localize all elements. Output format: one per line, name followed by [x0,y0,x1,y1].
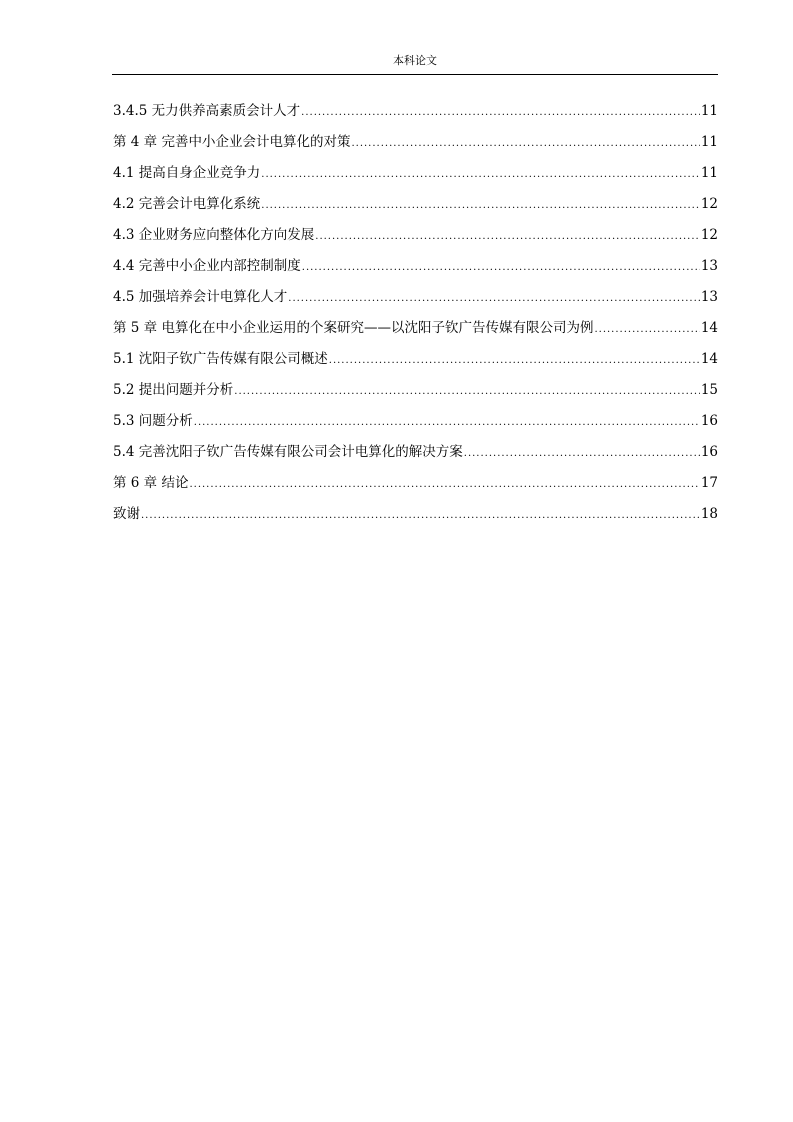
page-header-title: 本科论文 [393,54,437,67]
toc-entry[interactable] [113,286,718,317]
toc-entry-title: 4.4 完善中小企业内部控制制度 [113,258,301,274]
toc-entry-title: 第 5 章 电算化在中小企业运用的个案研究——以沈阳子钦广告传媒有限公司为例 [113,320,594,336]
toc-entry[interactable] [113,410,718,441]
toc-entry-page: 11 [700,165,718,181]
toc-dot-leader [261,164,700,186]
toc-dot-leader [301,102,700,124]
toc-dot-leader [594,319,699,341]
toc-entry[interactable] [113,193,718,224]
toc-entry-title: 5.3 问题分析 [113,413,193,429]
toc-entry-title: 4.3 企业财务应向整体化方向发展 [113,227,315,243]
toc-entry-page: 13 [700,258,718,274]
toc-entry[interactable] [113,162,718,193]
toc-entry[interactable] [113,131,718,162]
toc-entry-page: 16 [700,413,718,429]
toc-entry[interactable] [113,317,718,348]
toc-dot-leader [234,381,700,403]
toc-entry-title: 5.1 沈阳子钦广告传媒有限公司概述 [113,351,328,367]
toc-entry-title: 5.4 完善沈阳子钦广告传媒有限公司会计电算化的解决方案 [113,444,463,460]
toc-entry-title: 第 4 章 完善中小企业会计电算化的对策 [113,134,351,150]
toc-entry[interactable] [113,255,718,286]
toc-entry[interactable] [113,503,718,534]
toc-dot-leader [261,195,700,217]
toc-entry-title: 4.5 加强培养会计电算化人才 [113,289,288,305]
toc-entry[interactable] [113,348,718,379]
toc-entry[interactable] [113,100,718,131]
toc-entry-page: 12 [700,227,718,243]
toc-entry-page: 11 [700,134,718,150]
toc-entry[interactable] [113,441,718,472]
toc-dot-leader [351,133,699,155]
toc-dot-leader [464,443,700,465]
toc-entry[interactable] [113,224,718,255]
toc-entry-title: 第 6 章 结论 [113,475,189,491]
toc-entry-title: 4.1 提高自身企业竞争力 [113,165,261,181]
toc-entry-page: 18 [700,506,718,522]
toc-entry-page: 14 [700,320,718,336]
toc-dot-leader [194,412,700,434]
toc-entry[interactable] [113,379,718,410]
toc-entry-page: 13 [700,289,718,305]
toc-entry-title: 致谢 [113,506,140,522]
toc-dot-leader [288,288,700,310]
toc-entry-page: 17 [700,475,718,491]
toc-entry-page: 16 [700,444,718,460]
toc-entry-page: 15 [700,382,718,398]
toc-entry-page: 11 [700,103,718,119]
toc-entry-page: 12 [700,196,718,212]
table-of-contents [113,100,718,534]
page-header [112,54,718,75]
toc-dot-leader [189,474,699,496]
toc-entry-title: 5.2 提出问题并分析 [113,382,234,398]
toc-dot-leader [302,257,700,279]
toc-dot-leader [329,350,700,372]
toc-dot-leader [315,226,700,248]
toc-entry-title: 3.4.5 无力供养高素质会计人才 [113,103,301,119]
toc-entry-title: 4.2 完善会计电算化系统 [113,196,261,212]
toc-dot-leader [141,505,700,527]
toc-entry-page: 14 [700,351,718,367]
toc-entry[interactable] [113,472,718,503]
